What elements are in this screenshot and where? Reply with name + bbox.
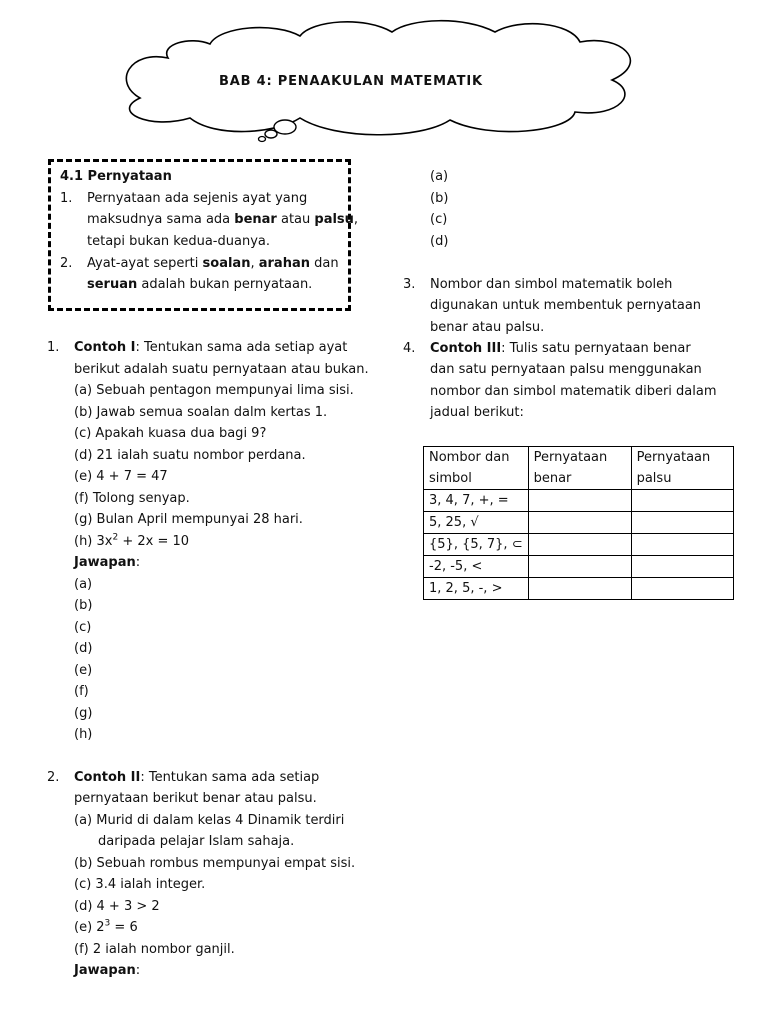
- q4-line-1: Contoh III: Tulis satu pernyataan benar: [430, 341, 691, 356]
- q1-item-b: (b) Jawab semua soalan dalm kertas 1.: [74, 405, 328, 420]
- table-header-cell: Nombor dan simbol: [424, 447, 529, 490]
- q1-number: 1.: [47, 340, 60, 355]
- right-answer-b: (b): [430, 191, 449, 206]
- note-item-1-line-2: maksudnya sama ada benar atau palsu,: [87, 212, 359, 227]
- table-cell-symbols: 1, 2, 5, -, >: [424, 578, 529, 600]
- table-cell-symbols: -2, -5, <: [424, 556, 529, 578]
- table-cell-false[interactable]: [631, 534, 733, 556]
- table-cell-true[interactable]: [528, 512, 631, 534]
- table-header-cell: Pernyataan benar: [528, 447, 631, 490]
- q1-answer-label: Jawapan:: [74, 555, 141, 570]
- q1-item-a: (a) Sebuah pentagon mempunyai lima sisi.: [74, 383, 354, 398]
- table-cell-symbols: 3, 4, 7, +, =: [424, 490, 529, 512]
- right-answer-d: (d): [430, 234, 449, 249]
- cloud-bubble-medium: [265, 130, 277, 138]
- q4-number: 4.: [403, 341, 416, 356]
- q3-number: 3.: [403, 277, 416, 292]
- q1-intro-line-1: Contoh I: Tentukan sama ada setiap ayat: [74, 340, 348, 355]
- right-answer-c: (c): [430, 212, 448, 227]
- q1-answer-c: (c): [74, 620, 92, 635]
- q1-answer-g: (g): [74, 706, 93, 721]
- table-cell-false[interactable]: [631, 490, 733, 512]
- q2-intro-line-2: pernyataan berikut benar atau palsu.: [74, 791, 317, 806]
- note-item-2-line-2: seruan adalah bukan pernyataan.: [87, 277, 313, 292]
- table-row: [424, 490, 734, 512]
- q2-item-d: (d) 4 + 3 > 2: [74, 899, 160, 914]
- q1-answer-a: (a): [74, 577, 93, 592]
- table-row: [424, 534, 734, 556]
- q4-line-3: nombor dan simbol matematik diberi dalam: [430, 384, 717, 399]
- q2-item-e: (e) $2^3 = 6$: [74, 918, 138, 935]
- note-item-1-num: 1.: [60, 191, 73, 206]
- q1-answer-e: (e): [74, 663, 93, 678]
- note-item-1-line-3: tetapi bukan kedua-duanya.: [87, 234, 270, 249]
- table-cell-false[interactable]: [631, 578, 733, 600]
- q1-item-c: (c) Apakah kuasa dua bagi 9?: [74, 426, 267, 441]
- q2-item-c: (c) 3.4 ialah integer.: [74, 877, 206, 892]
- q3-line-1: Nombor dan simbol matematik boleh: [430, 277, 673, 292]
- table-cell-symbols: {5}, {5, 7}, ⊂: [424, 534, 529, 556]
- q2-number: 2.: [47, 770, 60, 785]
- table-header-row: [424, 447, 734, 490]
- q2-intro-line-1: Contoh II: Tentukan sama ada setiap: [74, 770, 320, 785]
- table-cell-true[interactable]: [528, 578, 631, 600]
- q3-line-3: benar atau palsu.: [430, 320, 545, 335]
- q1-item-h: (h) $3x^2 + 2x = 10$: [74, 532, 190, 549]
- note-item-2-num: 2.: [60, 256, 73, 271]
- cloud-bubble-small: [259, 137, 266, 142]
- table-cell-false[interactable]: [631, 512, 733, 534]
- q4-line-2: dan satu pernyataan palsu menggunakan: [430, 362, 702, 377]
- q3-line-2: digunakan untuk membentuk pernyataan: [430, 298, 702, 313]
- q1-answer-h: (h): [74, 727, 93, 742]
- cloud-bubble-large: [274, 120, 296, 134]
- table-row: [424, 578, 734, 600]
- note-item-2-line-1: Ayat-ayat seperti soalan, arahan dan: [87, 256, 339, 271]
- q1-intro-line-2: berikut adalah suatu pernyataan atau bukan.: [74, 362, 369, 377]
- table-cell-true[interactable]: [528, 534, 631, 556]
- table-cell-true[interactable]: [528, 556, 631, 578]
- table-header-cell: Pernyataan palsu: [631, 447, 733, 490]
- q2-answer-label: Jawapan:: [74, 963, 141, 978]
- q1-answer-f: (f): [74, 684, 89, 699]
- table-cell-symbols: 5, 25, √: [424, 512, 529, 534]
- q1-item-e: (e) 4 + 7 = 47: [74, 469, 168, 484]
- note-heading: 4.1 Pernyataan: [60, 169, 172, 184]
- page-title: BAB 4: PENAAKULAN MATEMATIK: [219, 74, 483, 89]
- q1-item-g: (g) Bulan April mempunyai 28 hari.: [74, 512, 303, 527]
- q2-item-b: (b) Sebuah rombus mempunyai empat sisi.: [74, 856, 356, 871]
- q2-item-a-line-1: (a) Murid di dalam kelas 4 Dinamik terdiri: [74, 813, 345, 828]
- table-row: [424, 556, 734, 578]
- q1-answer-d: (d): [74, 641, 93, 656]
- q2-item-a-line-2: daripada pelajar Islam sahaja.: [98, 834, 295, 849]
- symbol-table: [423, 446, 734, 600]
- note-item-1-line-1: Pernyataan ada sejenis ayat yang: [87, 191, 308, 206]
- table-cell-false[interactable]: [631, 556, 733, 578]
- q4-line-4: jadual berikut:: [430, 405, 524, 420]
- right-answer-a: (a): [430, 169, 449, 184]
- table-row: [424, 512, 734, 534]
- q2-item-f: (f) 2 ialah nombor ganjil.: [74, 942, 235, 957]
- q1-item-f: (f) Tolong senyap.: [74, 491, 190, 506]
- q1-item-d: (d) 21 ialah suatu nombor perdana.: [74, 448, 306, 463]
- table-cell-true[interactable]: [528, 490, 631, 512]
- q1-answer-b: (b): [74, 598, 93, 613]
